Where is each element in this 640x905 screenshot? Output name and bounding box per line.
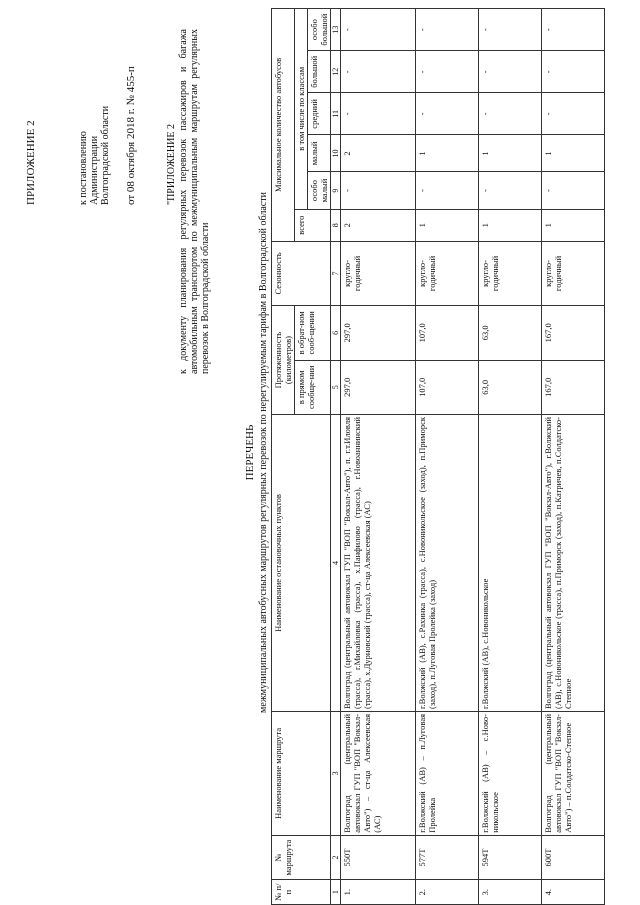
cell-total: 1 [416, 209, 479, 241]
cell-large: - [341, 51, 416, 93]
header-stops: Наименование остановочных пунктов [272, 415, 331, 712]
column-number: 9 [331, 172, 341, 209]
appendix-title: ПРИЛОЖЕНИЕ 2 [25, 120, 37, 205]
cell-stops: г.Волжский (АВ), с.Рахинка (трасса), с.Новоникольское (заход), п.Приморск (заход), п.Луговая Пролейка (заход) [416, 415, 479, 712]
table-row [416, 9, 479, 905]
cell-route-no: 594Т [479, 835, 542, 880]
appendix-line: Волгоградской области [100, 105, 111, 205]
cell-small: 1 [542, 135, 605, 172]
header-extra-large: особо большой [308, 9, 331, 51]
cell-extra-small: - [416, 172, 479, 209]
cell-extra-large: - [479, 9, 542, 51]
cell-stops: Волгоград (центральный автовокзал ГУП "ВОП "Вокзал-Авто"), п. г.т.Иловля (трасса), г.Михайловка (трасса), х.Панфилово (трасса), г.Новоаннинский (трасса), х.Дурновский (трасса), ст-ца Алексеевская (АС) [341, 415, 416, 712]
cell-medium: - [341, 93, 416, 135]
table-row [341, 9, 416, 905]
cell-medium: - [542, 93, 605, 135]
header-num: № п/п [272, 880, 331, 905]
cell-length-back: 167,0 [542, 306, 605, 360]
cell-season: кругло-годичный [416, 241, 479, 305]
cell-extra-small: - [479, 172, 542, 209]
cell-small: 2 [341, 135, 416, 172]
cell-length-forward: 63,0 [479, 360, 542, 414]
list-heading: ПЕРЕЧЕНЬ [244, 424, 256, 481]
cell-num: 2. [416, 880, 479, 905]
annex-label: "ПРИЛОЖЕНИЕ 2 [166, 124, 177, 205]
doc-reference: к документу планирования регулярных перевозок пассажиров и багажа автомобильным транспортом по межмуниципальным маршрутам регулярных перевозок в Волгоградской области [178, 29, 211, 374]
column-number: 10 [331, 135, 341, 172]
cell-route-name: Волгоград (центральный автовокзал ГУП "ВОП "Вокзал-Авто") – п.Солдатско-Степное [542, 711, 605, 835]
cell-length-back: 63,0 [479, 306, 542, 360]
column-number: 7 [331, 241, 341, 305]
header-route-no: № маршрута [272, 835, 331, 880]
routes-table [271, 8, 605, 905]
cell-route-no: 577Т [416, 835, 479, 880]
column-number: 13 [331, 9, 341, 51]
cell-length-forward: 167,0 [542, 360, 605, 414]
cell-stops: г.Волжский (АВ), с.Новоникольское [479, 415, 542, 712]
cell-num: 1. [341, 880, 416, 905]
header-length: Протяженность (километров) [272, 306, 295, 415]
table-row [542, 9, 605, 905]
cell-season: кругло-годичный [542, 241, 605, 305]
cell-length-back: 297,0 [341, 306, 416, 360]
cell-total: 2 [341, 209, 416, 241]
cell-total: 1 [542, 209, 605, 241]
cell-large: - [416, 51, 479, 93]
column-number: 5 [331, 360, 341, 414]
header-medium: средний [308, 93, 331, 135]
cell-length-forward: 107,0 [416, 360, 479, 414]
cell-small: 1 [479, 135, 542, 172]
column-number: 8 [331, 209, 341, 241]
cell-route-no: 600Т [542, 835, 605, 880]
header-small: малый [308, 135, 331, 172]
column-number: 2 [331, 835, 341, 880]
cell-large: - [479, 51, 542, 93]
column-number: 11 [331, 93, 341, 135]
cell-route-no: 550Т [341, 835, 416, 880]
cell-route-name: г.Волжский (АВ) – п.Луговая Пролейка [416, 711, 479, 835]
cell-num: 3. [479, 880, 542, 905]
cell-extra-small: - [341, 172, 416, 209]
header-route-name: Наименование маршрута [272, 711, 331, 835]
header-by-class: в том числе по классам [295, 9, 308, 210]
cell-extra-small: - [542, 172, 605, 209]
header-length-forward: в прямом сообще-нии [295, 360, 331, 414]
list-subtitle: межмуниципальных автобусных маршрутов регулярных перевозок по нерегулируемым тарифам в Волгоградской области [258, 192, 269, 713]
cell-small: 1 [416, 135, 479, 172]
column-number: 1 [331, 880, 341, 905]
cell-route-name: Волгоград (центральный автовокзал ГУП "ВОП "Вокзал-Авто") – ст-ца Алексеевская (АС) [341, 711, 416, 835]
cell-route-name: г.Волжский (АВ) – с.Ново-никольское [479, 711, 542, 835]
date-line: от 08 октября 2018 г. № 455-п [125, 66, 137, 205]
cell-medium: - [416, 93, 479, 135]
cell-extra-large: - [416, 9, 479, 51]
header-total: всего [295, 209, 331, 241]
cell-extra-large: - [542, 9, 605, 51]
table-row [479, 9, 542, 905]
cell-large: - [542, 51, 605, 93]
cell-season: кругло-годичный [479, 241, 542, 305]
cell-length-forward: 297,0 [341, 360, 416, 414]
header-season: Сезонность [272, 241, 331, 305]
cell-length-back: 107,0 [416, 306, 479, 360]
header-extra-small: особо малый [308, 172, 331, 209]
column-number: 12 [331, 51, 341, 93]
cell-extra-large: - [341, 9, 416, 51]
header-large: большой [308, 51, 331, 93]
column-number: 6 [331, 306, 341, 360]
cell-num: 4. [542, 880, 605, 905]
header-length-back: в обрат-ном сооб-щении [295, 306, 331, 360]
header-max-buses: Максимальное количество автобусов [272, 9, 295, 242]
appendix-line: к постановлению [78, 131, 89, 205]
column-number: 3 [331, 711, 341, 835]
appendix-line: Администрации [89, 135, 100, 205]
cell-stops: Волгоград (центральный автовокзал ГУП "ВОП "Вокзал-Авто"), г.Волжский (АВ), с.Новоникольское (трасса), п.Приморск (заход), п.Катричев, п.Солдатско-Степное [542, 415, 605, 712]
cell-medium: - [479, 93, 542, 135]
cell-season: кругло-годичный [341, 241, 416, 305]
cell-total: 1 [479, 209, 542, 241]
column-number: 4 [331, 415, 341, 712]
